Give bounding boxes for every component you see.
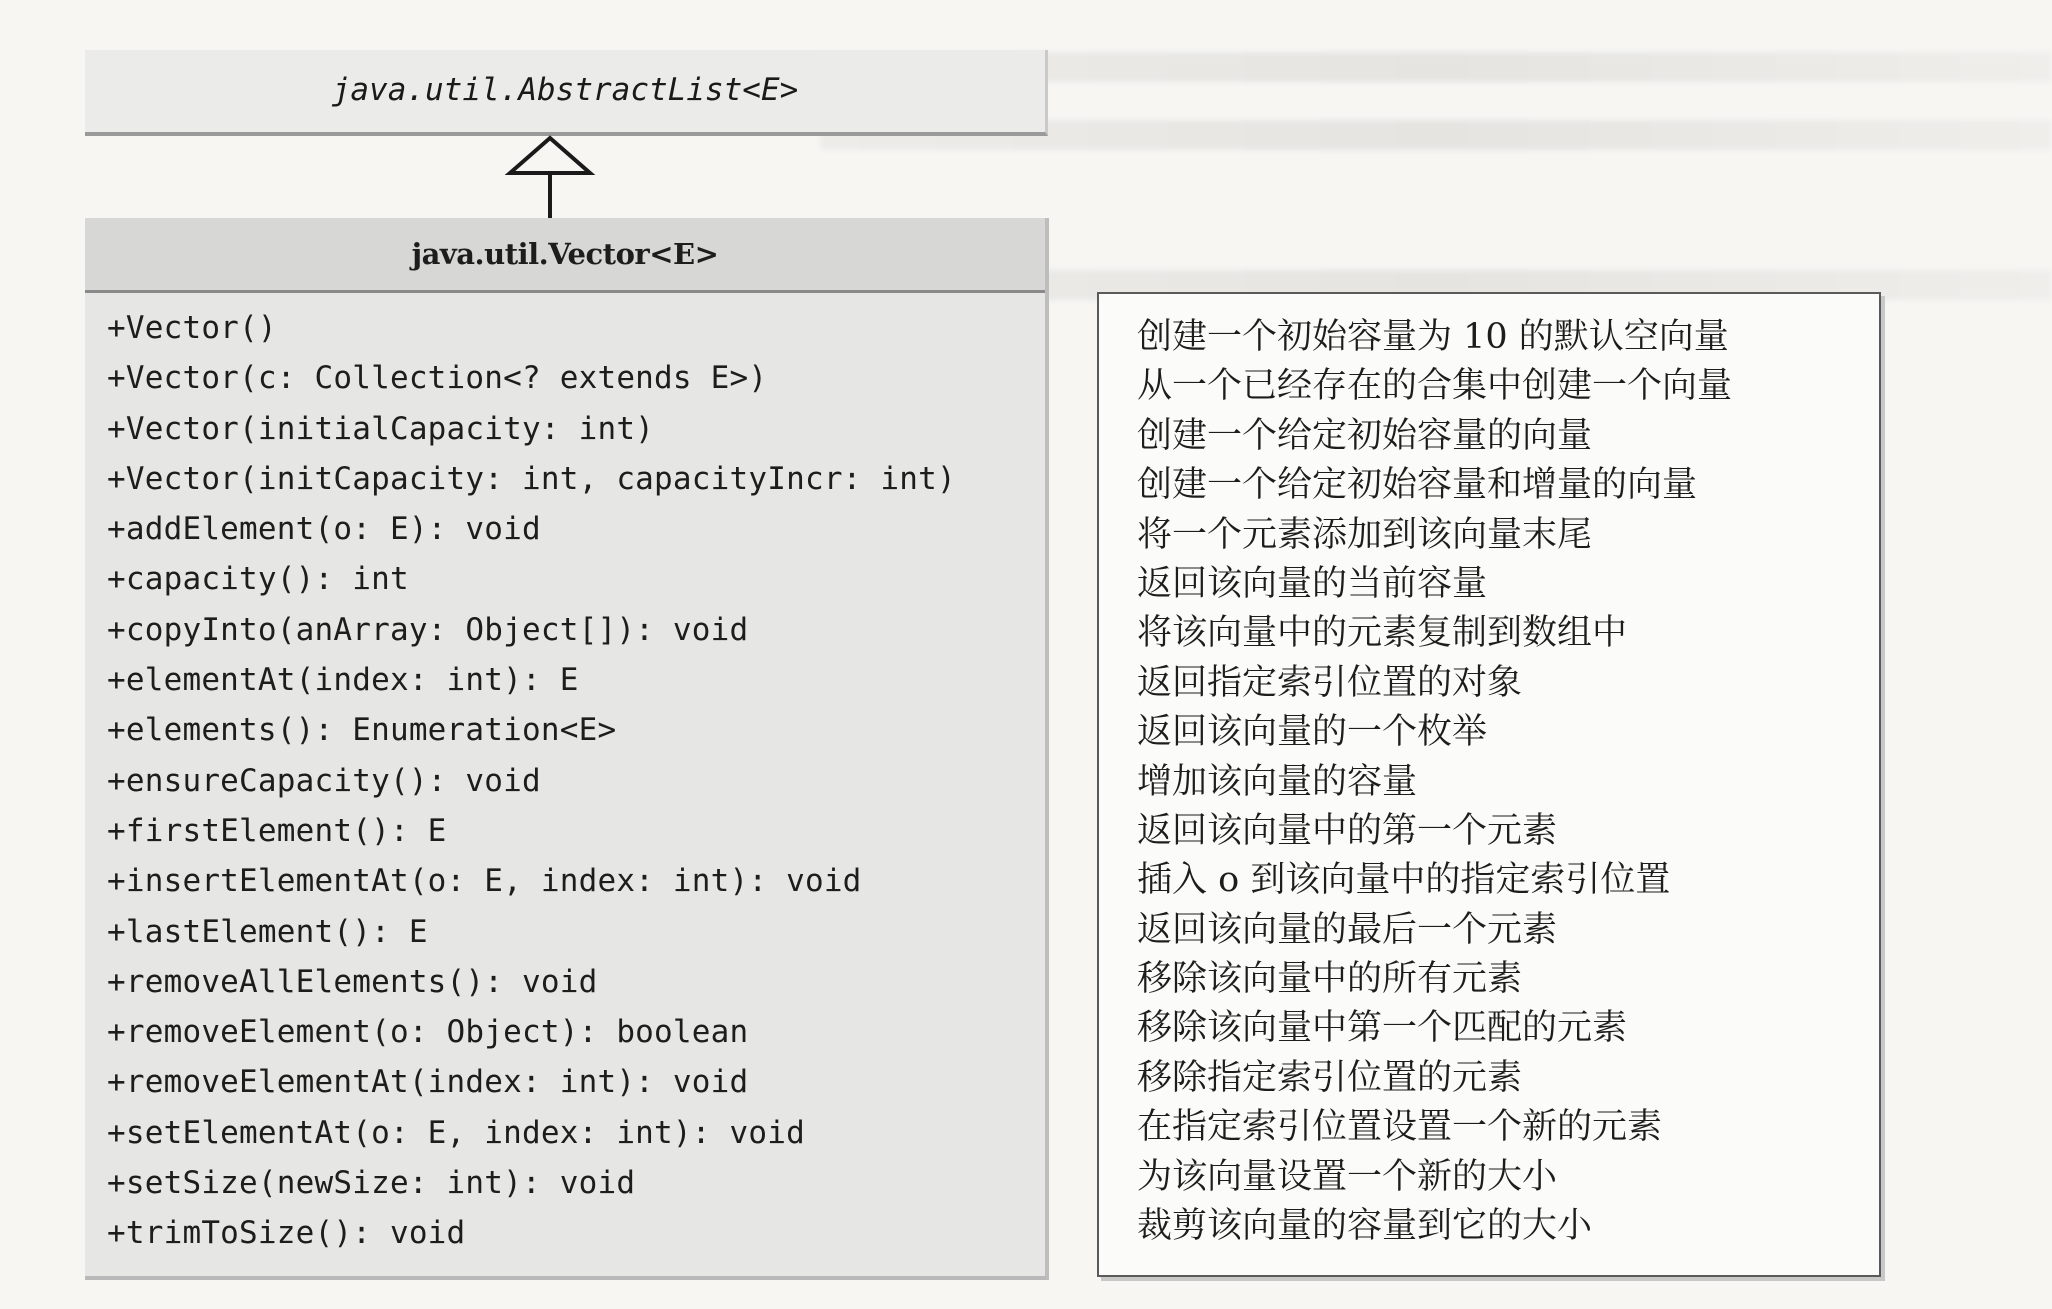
method-signature: +lastElement(): E (107, 913, 428, 950)
method-description: 移除该向量中的所有元素 (1137, 959, 1523, 1000)
method-description: 从一个已经存在的合集中创建一个向量 (1137, 366, 1733, 407)
method-signature: +firstElement(): E (107, 812, 447, 849)
method-signature: +removeAllElements(): void (107, 963, 598, 1000)
method-description: 返回该向量的当前容量 (1137, 563, 1488, 604)
method-description-list (1137, 312, 1732, 1250)
abstractlist-class-box (85, 50, 1048, 136)
vector-class-box (85, 218, 1049, 1280)
method-signature: +setSize(newSize: int): void (107, 1165, 636, 1202)
method-description: 创建一个给定初始容量和增量的向量 (1137, 465, 1698, 506)
vector-method-list (107, 303, 956, 1259)
method-description-box (1097, 292, 1881, 1277)
vector-class-name: java.util.Vector<E> (411, 237, 719, 271)
method-description: 将一个元素添加到该向量末尾 (1137, 514, 1593, 555)
method-signature: +setElementAt(o: E, index: int): void (107, 1114, 805, 1151)
method-signature: +capacity(): int (107, 561, 409, 598)
method-description: 裁剪该向量的容量到它的大小 (1137, 1206, 1593, 1247)
method-signature: +Vector(initCapacity: int, capacityIncr: int) (107, 460, 956, 497)
method-description: 移除该向量中第一个匹配的元素 (1137, 1008, 1628, 1049)
method-description: 返回该向量的一个枚举 (1137, 712, 1488, 753)
method-description: 插入 o 到该向量中的指定索引位置 (1137, 860, 1671, 901)
method-signature: +removeElement(o: Object): boolean (107, 1014, 749, 1051)
method-signature: +Vector() (107, 310, 277, 346)
method-signature: +copyInto(anArray: Object[]): void (107, 611, 749, 648)
method-description: 移除指定索引位置的元素 (1137, 1057, 1523, 1098)
method-signature: +Vector(c: Collection<? extends E>) (107, 360, 768, 397)
method-signature: +addElement(o: E): void (107, 511, 541, 548)
method-signature: +Vector(initialCapacity: int) (107, 410, 655, 447)
method-description: 将该向量中的元素复制到数组中 (1137, 613, 1628, 654)
vector-class-header (85, 218, 1045, 293)
method-signature: +elements(): Enumeration<E> (107, 712, 617, 749)
abstractlist-class-name: java.util.AbstractList<E> (331, 72, 799, 108)
method-description: 在指定索引位置设置一个新的元素 (1137, 1107, 1663, 1148)
method-description: 返回该向量的最后一个元素 (1137, 909, 1558, 950)
method-description: 返回该向量中的第一个元素 (1137, 810, 1558, 851)
method-description: 增加该向量的容量 (1137, 761, 1418, 802)
inheritance-arrow-icon (500, 130, 600, 220)
method-description: 创建一个初始容量为 10 的默认空向量 (1137, 317, 1729, 357)
method-description: 为该向量设置一个新的大小 (1137, 1156, 1558, 1197)
method-signature: +insertElementAt(o: E, index: int): void (107, 863, 862, 900)
method-signature: +removeElementAt(index: int): void (107, 1064, 749, 1101)
method-signature: +elementAt(index: int): E (107, 662, 579, 699)
method-description: 返回指定索引位置的对象 (1137, 662, 1523, 703)
method-description: 创建一个给定初始容量的向量 (1137, 415, 1593, 456)
method-signature: +ensureCapacity(): void (107, 762, 541, 799)
method-signature: +trimToSize(): void (107, 1215, 466, 1252)
